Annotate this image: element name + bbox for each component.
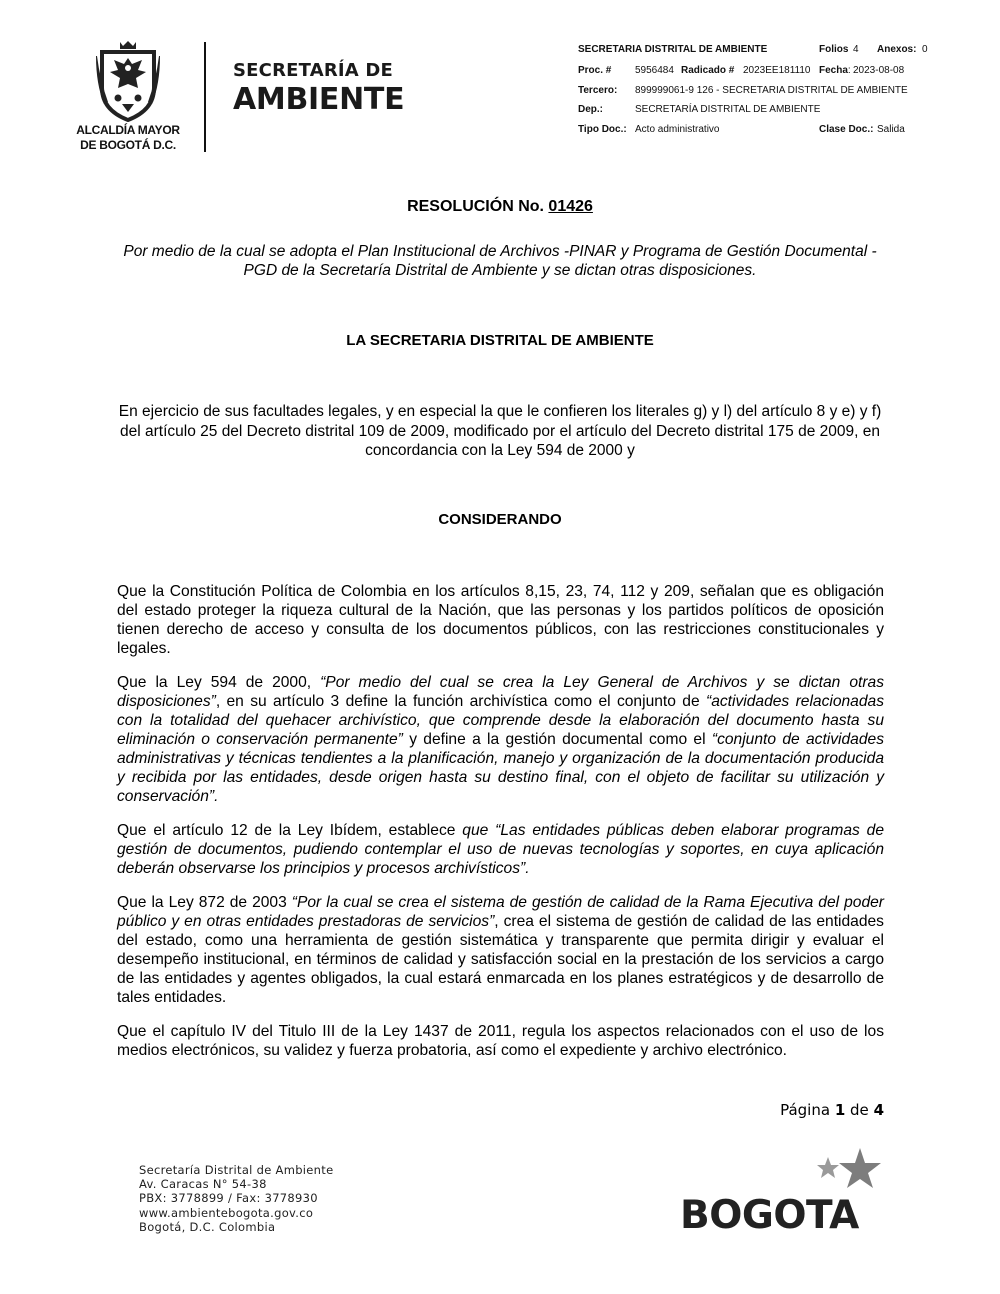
footer-address	[139, 1163, 333, 1234]
footer-line-phone: PBX: 3778899 / Fax: 3778930	[139, 1191, 318, 1206]
clase-doc-value: Salida	[877, 124, 905, 135]
radicado-entity: SECRETARIA DISTRITAL DE AMBIENTE	[578, 44, 768, 55]
page-number: Página 1 de 4	[780, 1101, 884, 1119]
alcaldia-line1: ALCALDÍA MAYOR	[76, 123, 180, 137]
alcaldia-line2: DE BOGOTÁ D.C.	[80, 138, 176, 152]
tipo-doc-label: Tipo Doc.:	[578, 124, 627, 135]
proc-label: Proc. #	[578, 65, 612, 76]
bogota-logo: BOGOTA	[680, 1193, 859, 1238]
secretaria-logo-line1: SECRETARÍA DE	[233, 60, 394, 81]
consideration-paragraph-3: Que el artículo 12 de la Ley Ibídem, establece que “Las entidades públicas deben elaborar programas de gestión de documentos, pudiendo contemplar el uso de nuevas tecnologías y soportes, en cuya aplicación deberán observarse los principios y procesos archivísticos”.	[117, 822, 884, 877]
alcaldia-mayor-logo-text	[72, 123, 184, 153]
dep-value: SECRETARÍA DISTRITAL DE AMBIENTE	[635, 104, 821, 115]
folios-label: Folios	[819, 44, 849, 55]
considerations-body	[117, 582, 884, 1075]
consideration-paragraph-4: Que la Ley 872 de 2003 “Por la cual se crea el sistema de gestión de calidad de la Rama Ejecutiva del poder público y en otras entidades prestadoras de servicios”, crea el sistema de gestión de calidad de las entidades del estado, como una herramienta de gestión sistemática y transparente que permita dirigir y evaluar el desempeño institucional, en términos de calidad y satisfacción social en la prestación de los servicios a cargo de las entidades y agentes obligados, la cual estará enmarcada en los planes estratégicos y de desarrollo de tales entidades.	[117, 894, 884, 1006]
secretaria-logo-line2: AMBIENTE	[233, 82, 405, 117]
consideration-paragraph-1: Que la Constitución Política de Colombia en los artículos 8,15, 23, 74, 112 y 209, señalan que es obligación del estado proteger la riqueza cultural de la Nación, que las personas y los partidos políticos de oposición tienen derecho de acceso y consulta de los documentos públicos, con las restricciones constitucionales y legales.	[117, 583, 884, 657]
preamble-paragraph: En ejercicio de sus facultades legales, y en especial la que le confieren los literales g) y l) del artículo 8 y e) y f) del artículo 25 del Decreto distrital 109 de 2009, modificado por el artículo del Decreto distrital 175 de 2009, en concordancia con la Ley 594 de 2000 y	[118, 403, 882, 459]
folios-value: 4	[853, 44, 859, 55]
footer-line-address: Av. Caracas N° 54-38	[139, 1177, 267, 1192]
radicado-value: 2023EE181110	[743, 65, 811, 76]
tercero-label: Tercero:	[578, 85, 618, 96]
tipo-doc-value: Acto administrativo	[635, 124, 720, 135]
logo-divider	[204, 42, 206, 152]
secretaria-ambiente-logo	[233, 60, 404, 118]
consideration-paragraph-5: Que el capítulo IV del Titulo III de la Ley 1437 de 2011, regula los aspectos relacionados con el uso de los medios electrónicos, su validez y fuerza probatoria, así como el expediente y archivo electrónico.	[117, 1023, 884, 1059]
anexos-value: 0	[922, 44, 928, 55]
bogota-coat-of-arms-icon	[96, 40, 160, 122]
radicado-label: Radicado #	[681, 65, 735, 76]
resolution-number: 01426	[548, 198, 593, 215]
proc-value: 5956484	[635, 65, 674, 76]
anexos-label: Anexos:	[877, 44, 917, 55]
considerando-heading: CONSIDERANDO	[438, 511, 562, 528]
fecha-value: 2023-08-08	[853, 65, 905, 76]
clase-doc-label: Clase Doc.:	[819, 124, 874, 135]
dep-label: Dep.:	[578, 104, 603, 115]
fecha-label: Fecha	[819, 65, 848, 76]
resolution-title-prefix: RESOLUCIÓN No.	[407, 198, 544, 215]
tercero-value: 899999061-9 126 - SECRETARIA DISTRITAL DE AMBIENTE	[635, 85, 908, 96]
resolution-subject: Por medio de la cual se adopta el Plan Institucional de Archivos -PINAR y Programa de Gestión Documental -PGD de la Secretaría Distrital de Ambiente y se dictan otras disposiciones.	[123, 243, 877, 279]
consideration-paragraph-2: Que la Ley 594 de 2000, “Por medio del cual se crea la Ley General de Archivos y se dictan otras disposiciones”, en su artículo 3 define la función archivística como el conjunto de “actividades relacionadas con la totalidad del quehacer archivístico, que comprende desde la elaboración del documento hasta su eliminación o conservación permanente” y define a la gestión documental como el “conjunto de actividades administrativas y técnicas tendientes a la planificación, manejo y organización de la documentación producida y recibida por las entidades, desde origen hasta su destino final, con el objeto de facilitar su utilización y conservación”.	[117, 674, 884, 805]
footer-line-city: Bogotá, D.C. Colombia	[139, 1219, 276, 1234]
footer-line-website: www.ambientebogota.gov.co	[139, 1205, 314, 1220]
resolution-title	[0, 198, 1000, 216]
footer-line-entity: Secretaría Distrital de Ambiente	[139, 1163, 334, 1177]
issuing-authority: LA SECRETARIA DISTRITAL DE AMBIENTE	[346, 332, 654, 349]
